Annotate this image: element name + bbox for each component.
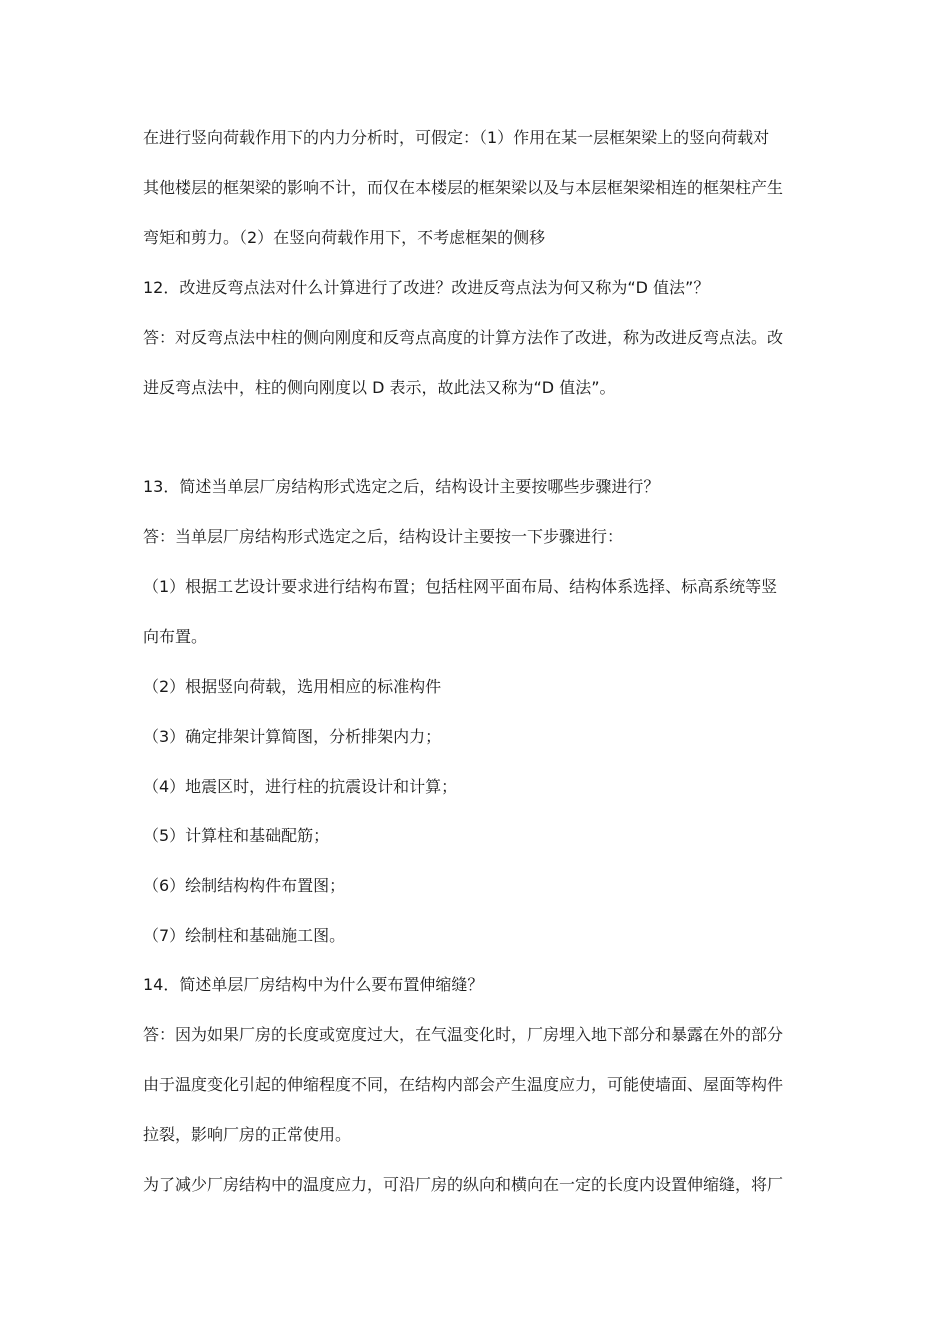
answer-line: 由于温度变化引起的伸缩程度不同，在结构内部会产生温度应力，可能使墙面、屋面等构件 <box>143 1075 784 1094</box>
answer-line: 为了减少厂房结构中的温度应力，可沿厂房的纵向和横向在一定的长度内设置伸缩缝，将厂 <box>143 1175 784 1194</box>
answer-line: 答：对反弯点法中柱的侧向刚度和反弯点高度的计算方法作了改进，称为改进反弯点法。改 <box>143 328 784 347</box>
list-item: （3）确定排架计算简图，分析排架内力； <box>143 727 442 746</box>
question-heading: 13．简述当单层厂房结构形式选定之后，结构设计主要按哪些步骤进行？ <box>143 477 660 496</box>
list-item: 向布置。 <box>143 627 208 646</box>
answer-line: 进反弯点法中，柱的侧向刚度以 D 表示，故此法又称为“D 值法”。 <box>143 378 616 397</box>
text-line: 其他楼层的框架梁的影响不计，而仅在本楼层的框架梁以及与本层框架梁相连的框架柱产生 <box>143 178 784 197</box>
question-heading: 12．改进反弯点法对什么计算进行了改进？改进反弯点法为何又称为“D 值法”？ <box>143 278 710 297</box>
answer-line: 答：因为如果厂房的长度或宽度过大，在气温变化时，厂房埋入地下部分和暴露在外的部分 <box>143 1025 784 1044</box>
answer-line: 拉裂，影响厂房的正常使用。 <box>143 1125 352 1144</box>
list-item: （2）根据竖向荷载，选用相应的标准构件 <box>143 677 442 696</box>
list-item: （6）绘制结构构件布置图； <box>143 876 346 895</box>
text-line: 在进行竖向荷载作用下的内力分析时，可假定：（1）作用在某一层框架梁上的竖向荷载对 <box>143 128 770 147</box>
text-line: 弯矩和剪力。（2）在竖向荷载作用下，不考虑框架的侧移 <box>143 228 546 247</box>
question-heading: 14．简述单层厂房结构中为什么要布置伸缩缝？ <box>143 975 484 994</box>
list-item: （4）地震区时，进行柱的抗震设计和计算； <box>143 777 458 796</box>
answer-line: 答：当单层厂房结构形式选定之后，结构设计主要按一下步骤进行： <box>143 527 624 546</box>
list-item: （7）绘制柱和基础施工图。 <box>143 926 346 945</box>
list-item: （1）根据工艺设计要求进行结构布置；包括柱网平面布局、结构体系选择、标高系统等竖 <box>143 577 778 596</box>
list-item: （5）计算柱和基础配筋； <box>143 826 330 845</box>
